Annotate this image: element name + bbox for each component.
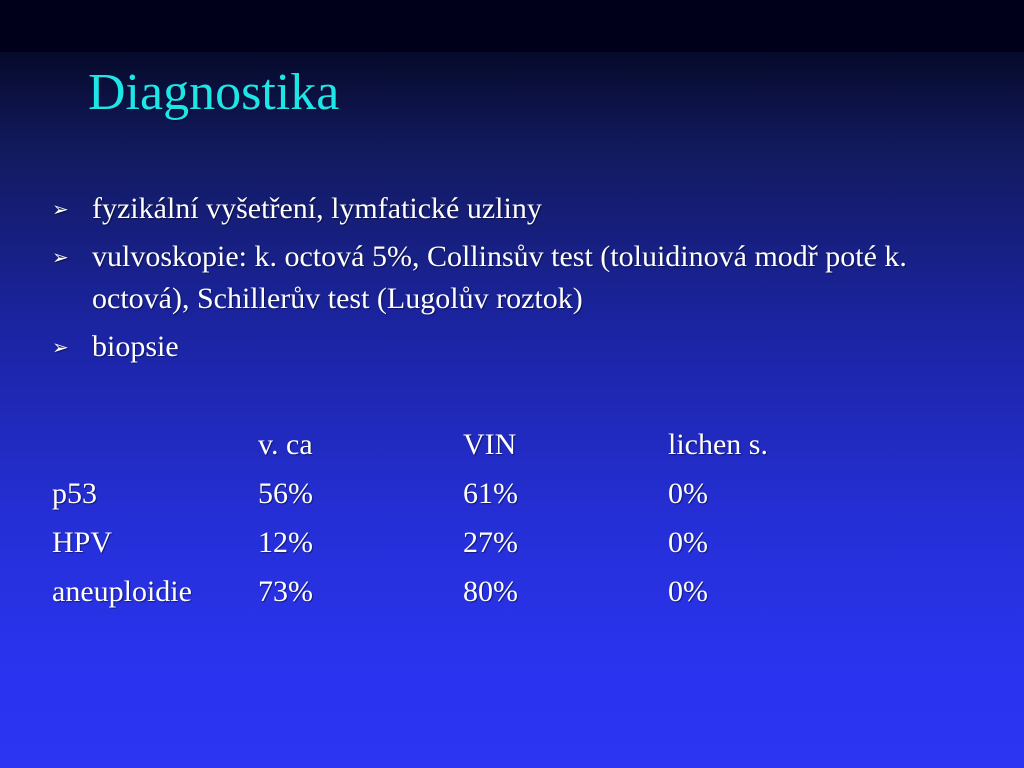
table-cell: 0% [668,575,708,608]
row-label: HPV [52,526,113,559]
row-label: p53 [52,477,97,510]
table-row [52,518,868,567]
bullet-text: biopsie [92,330,179,363]
table-cell: 0% [668,526,708,559]
header-cell-vin: VIN [463,428,517,461]
arrowhead-bullet-icon: ➢ [52,245,69,269]
table-row [52,469,868,518]
header-cell-empty [52,420,258,469]
header-cell-v-ca: v. ca [258,428,313,461]
header-cell-lichen: lichen s. [668,428,768,461]
marker-frequency-table [52,420,868,616]
bullet-list [52,188,982,374]
row-label: aneuploidie [52,575,192,608]
table-cell: 0% [668,477,708,510]
bullet-text: fyzikální vyšetření, lymfatické uzliny [92,192,542,225]
arrowhead-bullet-icon: ➢ [52,197,69,221]
bullet-item [52,236,982,320]
table-cell: 56% [258,477,313,510]
table-cell: 12% [258,526,313,559]
table-cell: 27% [463,526,518,559]
bullet-text: vulvoskopie: k. octová 5%, Collinsův test (toluidinová modř poté k. octová), Schillerův test (Lugolův roztok) [92,240,907,315]
bullet-item [52,326,982,368]
table-cell: 80% [463,575,518,608]
arrowhead-bullet-icon: ➢ [52,335,69,359]
table-cell: 73% [258,575,313,608]
table-cell: 61% [463,477,518,510]
slide-title: Diagnostika [88,64,340,121]
bullet-item [52,188,982,230]
table-header-row [52,420,868,469]
table-row [52,567,868,616]
top-dark-band [0,0,1024,52]
